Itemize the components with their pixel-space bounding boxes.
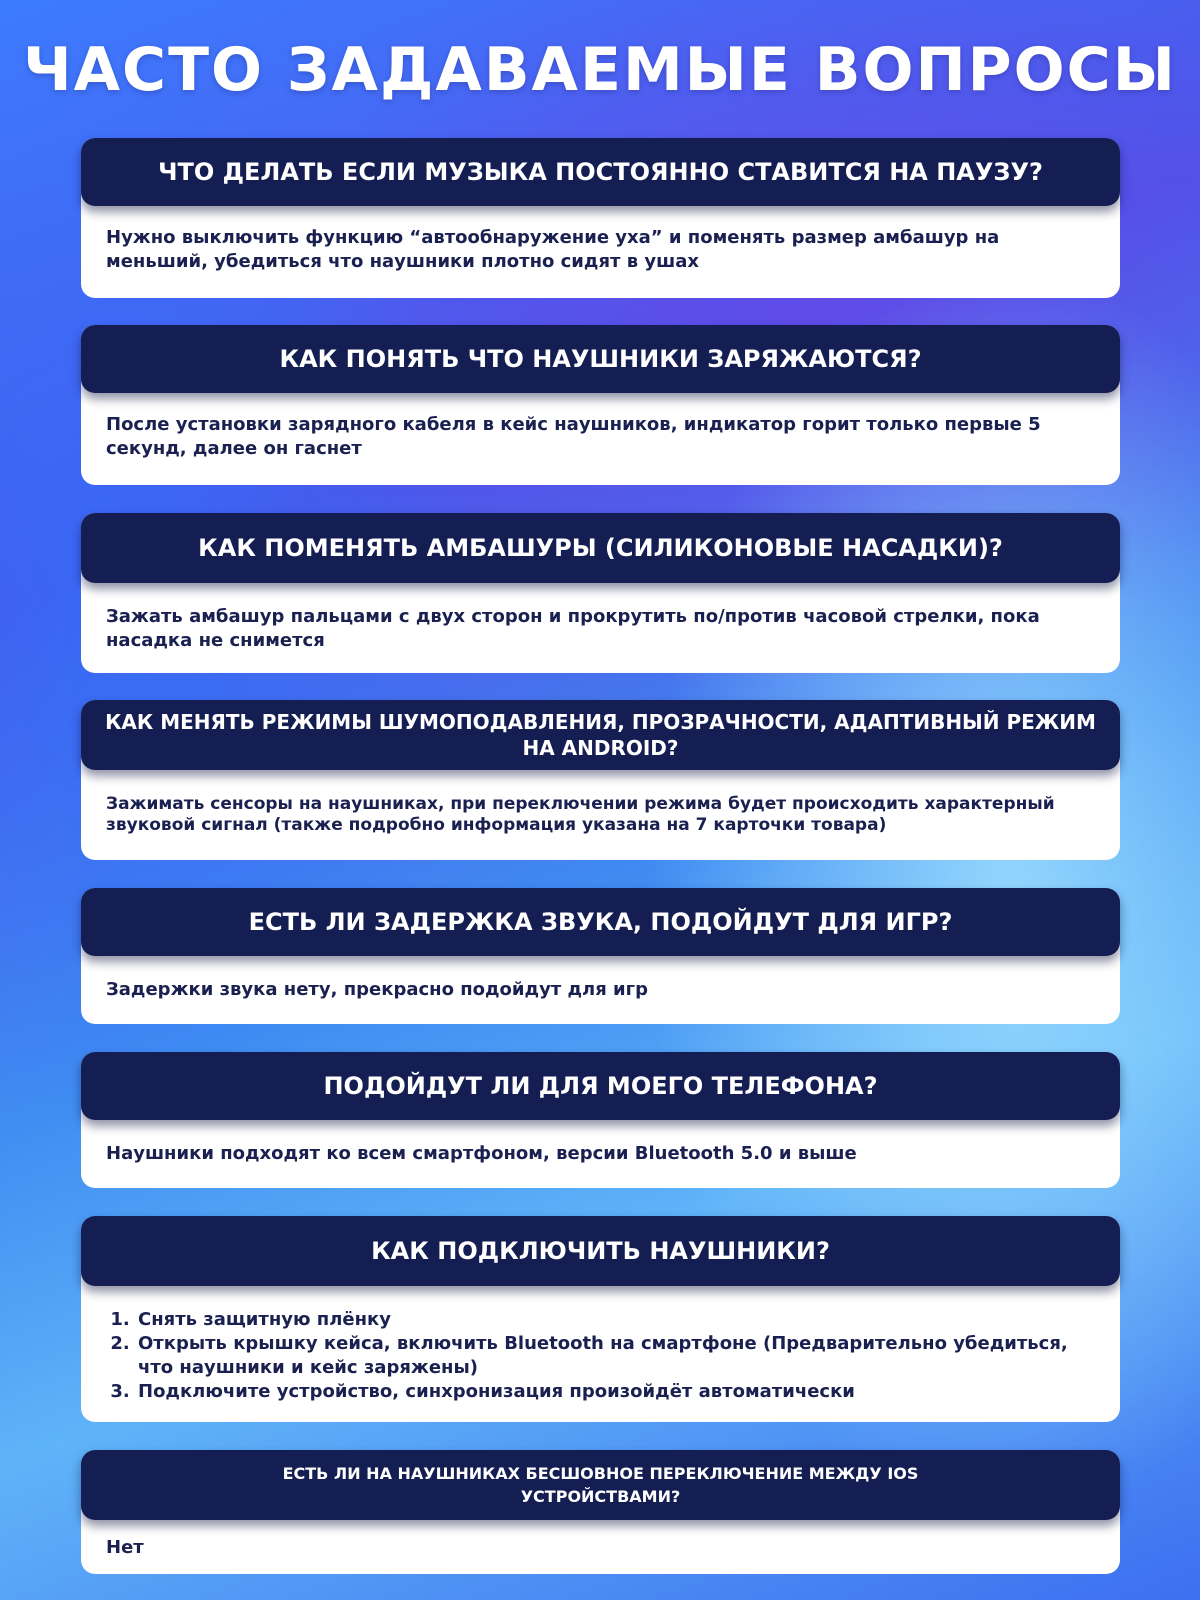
faq-question-charging: КАК ПОНЯТЬ ЧТО НАУШНИКИ ЗАРЯЖАЮТСЯ? (81, 325, 1120, 393)
faq-step-1: 1. Снять защитную плёнку (136, 1308, 1090, 1332)
faq-answer-charging: После установки зарядного кабеля в кейс наушников, индикатор горит только первые 5 секунд, далее он гаснет (106, 414, 1041, 459)
faq-answer-compatibility: Наушники подходят ко всем смартфоном, версии Bluetooth 5.0 и выше (106, 1143, 857, 1164)
faq-card-pause (81, 138, 1120, 298)
faq-question-pause: ЧТО ДЕЛАТЬ ЕСЛИ МУЗЫКА ПОСТОЯННО СТАВИТСЯ НА ПАУЗУ? (81, 138, 1120, 206)
faq-card-modes (81, 700, 1120, 860)
faq-answer-seamless: Нет (106, 1537, 144, 1558)
faq-question-modes: КАК МЕНЯТЬ РЕЖИМЫ ШУМОПОДАВЛЕНИЯ, ПРОЗРАЧНОСТИ, АДАПТИВНЫЙ РЕЖИМ НА ANDROID? (81, 700, 1120, 770)
faq-question-seamless: ЕСТЬ ЛИ НА НАУШНИКАХ БЕСШОВНОЕ ПЕРЕКЛЮЧЕНИЕ МЕЖДУ IOS УСТРОЙСТВАМИ? (81, 1450, 1120, 1520)
faq-card-eartips (81, 513, 1120, 673)
faq-question-compatibility: ПОДОЙДУТ ЛИ ДЛЯ МОЕГО ТЕЛЕФОНА? (81, 1052, 1120, 1120)
faq-steps-connect (106, 1308, 1090, 1404)
faq-step-3: 3. Подключите устройство, синхронизация произойдёт автоматически (136, 1380, 1090, 1404)
faq-card-connect (81, 1216, 1120, 1422)
page-title: ЧАСТО ЗАДАВАЕМЫЕ ВОПРОСЫ (23, 35, 1177, 105)
faq-answer-latency: Задержки звука нету, прекрасно подойдут для игр (106, 979, 648, 1000)
faq-question-latency: ЕСТЬ ЛИ ЗАДЕРЖКА ЗВУКА, ПОДОЙДУТ ДЛЯ ИГР? (81, 888, 1120, 956)
faq-step-2: 2. Открыть крышку кейса, включить Bluetooth на смартфоне (Предварительно убедиться, что наушники и кейс заряжены) (136, 1332, 1090, 1380)
faq-question-connect: КАК ПОДКЛЮЧИТЬ НАУШНИКИ? (81, 1216, 1120, 1286)
faq-answer-eartips: Зажать амбашур пальцами с двух сторон и прокрутить по/против часовой стрелки, пока насадка не снимется (106, 606, 1040, 651)
faq-answer-pause: Нужно выключить функцию “автообнаружение уха” и поменять размер амбашур на меньший, убедиться что наушники плотно сидят в ушах (106, 227, 1000, 272)
faq-card-latency (81, 888, 1120, 1024)
faq-card-charging (81, 325, 1120, 485)
faq-card-seamless (81, 1450, 1120, 1574)
faq-answer-modes: Зажимать сенсоры на наушниках, при переключении режима будет происходить характерный звуковой сигнал (также подробно информация указана на 7 карточки товара) (106, 794, 1055, 835)
faq-card-compatibility (81, 1052, 1120, 1188)
faq-question-eartips: КАК ПОМЕНЯТЬ АМБАШУРЫ (СИЛИКОНОВЫЕ НАСАДКИ)? (81, 513, 1120, 583)
